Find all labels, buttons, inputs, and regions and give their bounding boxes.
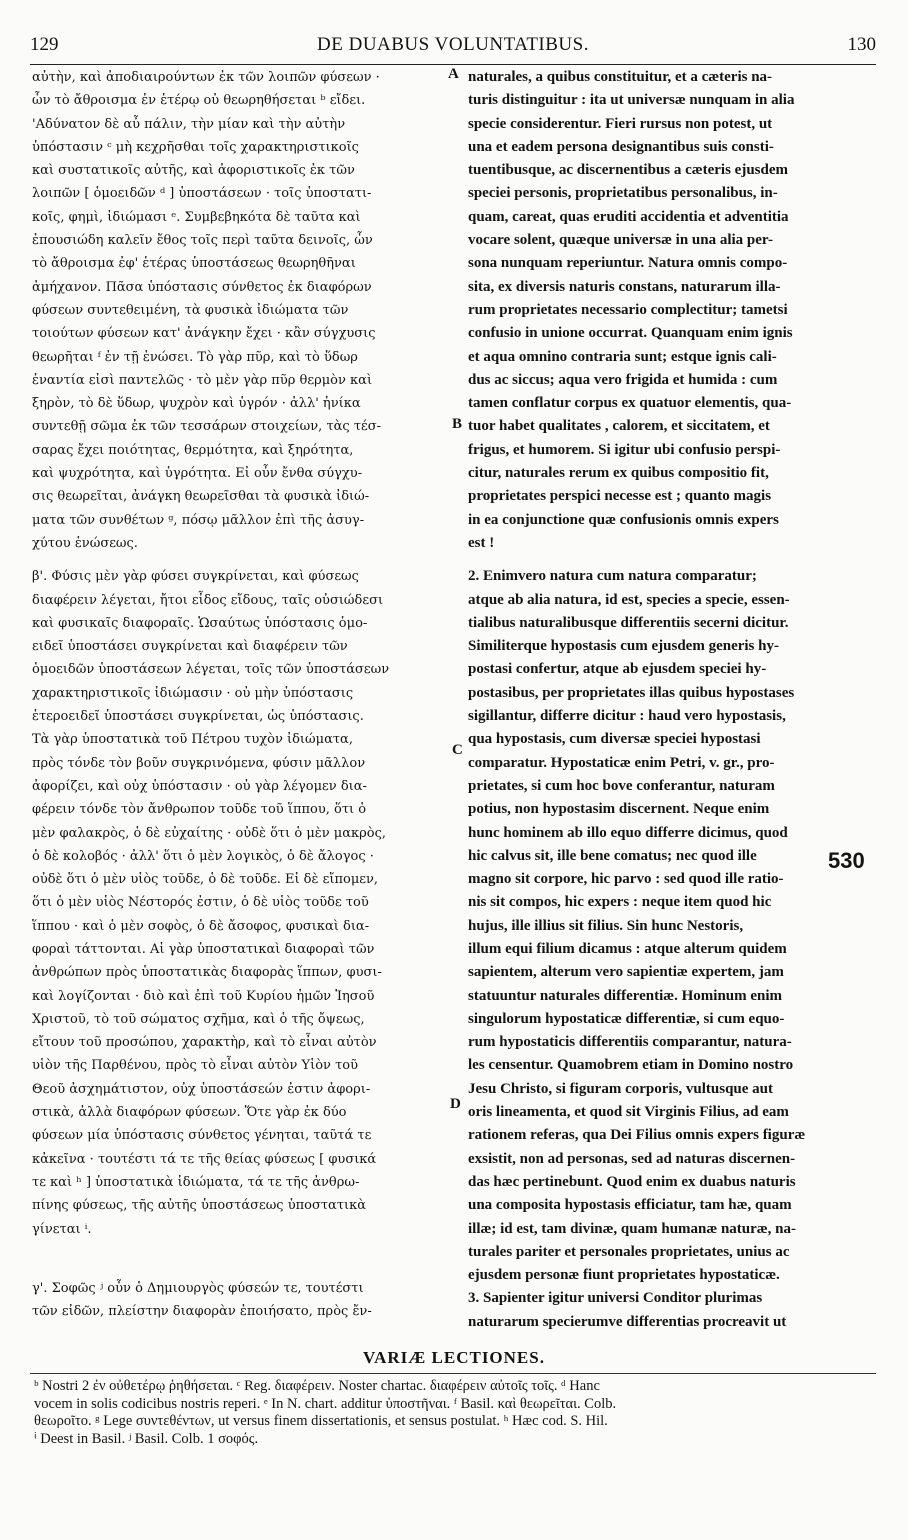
text-line: πρὸς τόνδε τὸν βοῦν συγκρινόμενα, φύσιν μᾶλλον — [32, 755, 366, 771]
text-line: turis distinguitur : ita ut universæ nunquam in alia — [468, 92, 795, 109]
variae-title: VARIÆ LECTIONES. — [363, 1348, 545, 1367]
text-line: πίνης φύσεως, τῆς αὐτῆς ὑποστάσεως ὑποστατικὰ — [32, 1198, 367, 1214]
text-line: das hæc pertinebunt. Quod enim ex duabus naturis — [468, 1173, 796, 1190]
text-line: illæ; id est, tam divinæ, quam humanæ naturæ, na- — [468, 1220, 796, 1237]
text-line: Θεοῦ ἀσχημάτιστον, οὐχ ὑποστάσεών ἐστιν ἀφορι- — [32, 1081, 371, 1097]
text-line: ὅτι ὁ μὲν υἱὸς Νέστορός ἐστιν, ὁ δὲ υἱὸς τοῦδε τοῦ — [32, 895, 369, 911]
text-line: citur, naturales rerum ex quibus compositio fit, — [468, 465, 769, 482]
text-line: magno sit corpore, hic parvo : sed quod ille ratio- — [468, 871, 784, 888]
text-line: in ea conjunctione quæ confusionis omnis expers — [468, 511, 779, 528]
text-line: speciei personis, proprietatibus personalibus, in- — [468, 185, 778, 202]
text-line: καὶ συστατικοῖς αὐτῆς, καὶ ἀφοριστικοῖς ἐκ τῶν — [32, 163, 355, 179]
text-line: ἀνθρώπων πρὸς ὑποστατικὰς διαφορὰς ἵππων, φυσι- — [32, 965, 382, 981]
text-line: Similiterque hypostasis cum ejusdem generis hy- — [468, 638, 779, 655]
text-line: ejusdem personæ fiunt proprietates hypostaticæ. — [468, 1267, 780, 1284]
text-line: φύσεων συντεθειμένη, τὰ φυσικὰ ἰδιώματα τῶν — [32, 302, 349, 318]
text-line: γίνεται ⁱ. — [32, 1221, 92, 1237]
text-line: διαφέρειν λέγεται, ἤτοι εἶδος εἴδους, ταῖς οὐσιώδεσι — [32, 592, 384, 608]
text-line: ἀμήχανον. Πᾶσα ὑπόστασις σύνθετος ἐκ διαφόρων — [32, 279, 372, 295]
text-line: illum equi filium dicamus : atque alterum quidem — [468, 940, 787, 957]
page-number-right: 130 — [847, 34, 876, 55]
footnote-rule — [30, 1373, 876, 1374]
text-line: κοῖς, φημὶ, ἰδιώμασι ᵉ. Συμβεβηκότα δὲ ταῦτα καὶ — [32, 209, 361, 225]
text-line: καὶ λογίζονται · διὸ καὶ ἐπὶ τοῦ Κυρίου ἡμῶν Ἰησοῦ — [32, 988, 375, 1004]
text-line: ὁμοειδῶν ὑποστάσεων λέγεται, τοῖς τῶν ὑποστάσεων — [32, 662, 390, 678]
text-line: γ'. Σοφῶς ʲ οὖν ὁ Δημιουργὸς φύσεών τε, τουτέστι — [32, 1280, 364, 1296]
text-line: β'. Φύσις μὲν γὰρ φύσει συγκρίνεται, καὶ φύσεως — [32, 569, 359, 585]
text-line: exsistit, non ad personas, sed ad naturas discernen- — [468, 1150, 796, 1167]
text-line: εἴτουν τοῦ προσώπου, χαρακτὴρ, καὶ τὸ εἶναι αὐτὸν — [32, 1035, 377, 1051]
running-title: DE DUABUS VOLUNTATIBUS. — [317, 34, 589, 55]
text-line: les censentur. Quamobrem etiam in Domino nostro — [468, 1057, 794, 1074]
variant-note-line: θεωροῖτο. ᵍ Lege συντεθέντων, ut versus finem dissertationis, et sensus postulat. ʰ Hæc cod. S. Hil. — [34, 1413, 608, 1429]
text-line: oris lineamenta, et quod sit Virginis Filius, ad eam — [468, 1104, 789, 1121]
latin-column — [468, 66, 880, 1334]
text-line: ὁ δὲ κολοβός · ἀλλ' ὅτι ὁ μὲν λογικὸς, ὁ δὲ ἄλογος · — [32, 848, 374, 864]
text-line: proprietates perspici necesse est ; quanto magis — [468, 488, 772, 505]
text-line: στικὰ, ἀλλὰ διαφόρων φύσεων. Ὅτε γὰρ ἐκ δύο — [32, 1105, 347, 1121]
text-line: Χριστοῦ, τὸ τοῦ σώματος σχῆμα, καὶ ὁ τῆς ὄψεως, — [32, 1011, 365, 1027]
text-line: statuuntur naturales differentiæ. Hominum enim — [468, 987, 783, 1004]
text-line: ξηρὸν, τὸ δὲ ὕδωρ, ψυχρὸν καὶ ὑγρόν · ἀλλ' ἡνίκα — [32, 396, 361, 412]
text-line: λοιπῶν [ ὁμοειδῶν ᵈ ] ὑποστάσεων · τοῖς ὑποστατι- — [32, 186, 372, 202]
text-line: κἀκεῖνα · τουτέστι τά τε τῆς θείας φύσεως [ φυσικά — [32, 1151, 377, 1167]
text-line: hujus, ille illius sit filius. Sin hunc Nestoris, — [468, 917, 744, 934]
text-line: potius, non hypostasim discernent. Neque enim — [468, 801, 770, 818]
margin-letter-d: D — [450, 1096, 461, 1112]
text-line: prietates, si cum hoc bove conferantur, naturam — [468, 777, 775, 794]
text-line: hic calvus sit, ille bene comatus; nec quod ille — [468, 847, 757, 864]
greek-column — [32, 66, 458, 1323]
text-line: τὸ ἄθροισμα ἐφ' ἑτέρας ὑποστάσεως θεωρηθῆναι — [32, 256, 356, 272]
text-line: confusio in unione occurrat. Quanquam enim ignis — [468, 325, 793, 342]
text-line: frigus, et humorem. Si igitur ubi confusio perspi- — [468, 441, 781, 458]
text-line: 3. Sapienter igitur universi Conditor plurimas — [468, 1290, 763, 1307]
variae-notes — [34, 1378, 878, 1448]
text-line: rum hypostaticis differentiis comparantur, natura- — [468, 1034, 792, 1051]
text-line: tuor habet qualitates , calorem, et siccitatem, et — [468, 418, 770, 435]
text-line: 'Αδύνατον δὲ αὖ πάλιν, τὴν μίαν καὶ τὴν αὐτὴν — [32, 116, 346, 132]
page-number-left: 129 — [30, 34, 59, 55]
text-line: sona nunquam reperiuntur. Natura omnis compo- — [468, 255, 788, 272]
text-line: postasibus, per proprietates illas quibus hypostases — [468, 684, 795, 701]
margin-letter-b: B — [452, 416, 463, 432]
text-line: sigillantur, differre dicitur : haud vero hypostasis, — [468, 708, 786, 725]
text-line: ἐναντία εἰσὶ παντελῶς · τὸ μὲν γὰρ πῦρ θερμὸν καὶ — [32, 372, 373, 388]
text-line: ἀφορίζει, καὶ οὐχ ὑπόστασιν · οὐ γὰρ λέγομεν δια- — [32, 778, 367, 794]
text-line: σις θεωρεῖται, ἀνάγκη θεωρεῖσθαι τὰ φυσικὰ ἰδιώ- — [32, 489, 370, 505]
text-line: 2. Enimvero natura cum natura comparatur; — [468, 568, 757, 585]
text-line: συντεθῇ σῶμα ἐκ τῶν τεσσάρων στοιχείων, τὰς τέσ- — [32, 419, 382, 435]
text-line: ὧν τὸ ἄθροισμα ἐν ἑτέρῳ οὐ θεωρηθήσεται ᵇ εἴδει. — [32, 93, 366, 109]
text-line: comparatur. Hypostaticæ enim Petri, v. gr., pro- — [468, 754, 775, 771]
text-line: nis sit compos, hic expers : neque item quod hic — [468, 894, 772, 911]
text-line: singulorum hypostaticæ differentiæ, si cum equo- — [468, 1010, 785, 1027]
text-line: Τὰ γὰρ ὑποστατικὰ τοῦ Πέτρου τυχὸν ἰδιώματα, — [32, 732, 353, 748]
text-line: est ! — [468, 534, 495, 551]
text-line: et aqua omnino contraria sunt; estque ignis cali- — [468, 348, 777, 365]
text-line: χύτου ἑνώσεως. — [32, 535, 138, 551]
text-line: turales pariter et personales proprietates, unius ac — [468, 1243, 790, 1260]
text-line: sita, ex diversis naturis constans, naturarum illa- — [468, 278, 781, 295]
text-line: τε καὶ ʰ ] ὑποστατικὰ ἰδιώματα, τά τε τῆς ἀνθρω- — [32, 1174, 360, 1190]
variant-note-line: ᵇ Nostri 2 ἐν οὐθετέρῳ ῥηθήσεται. ᶜ Reg. διαφέρειν. Noster chartac. διαφέρειν αὐτοῖς τοῖς. ᵈ Hanc — [34, 1378, 600, 1394]
text-line: naturales, a quibus constituitur, et a cæteris na- — [468, 69, 773, 85]
column-number: 530 — [828, 848, 865, 873]
text-line: φύσεων μία ὑπόστασις σύνθετος γένηται, ταῦτά τε — [32, 1128, 372, 1144]
text-line: tuentibusque, ac discernentibus a cæteris ejusdem — [468, 162, 789, 179]
variant-note-line: ⁱ Deest in Basil. ʲ Basil. Colb. 1 σοφός. — [34, 1430, 259, 1447]
text-line: rum proprietates necessario complectitur; tametsi — [468, 301, 788, 318]
text-line: vocare solent, quæque universæ in una alia per- — [468, 232, 774, 249]
text-line: atque ab alia natura, id est, species a specie, essen- — [468, 591, 790, 608]
text-line: ματα τῶν συνθέτων ᵍ, πόσῳ μᾶλλον ἐπὶ τῆς ἀσυγ- — [32, 512, 365, 528]
variant-note-line: vocem in solis codicibus nostris reperi. ᵉ In N. chart. additur ὑποστῆναι. ᶠ Basil. καὶ θεωρεῖται. Colb. — [34, 1395, 617, 1412]
text-line: postasi confertur, atque ab ejusdem speciei hy- — [468, 661, 767, 678]
margin-letter-c: C — [452, 742, 463, 758]
margin-letter-a: A — [448, 66, 459, 82]
text-line: θεωρῆται ᶠ ἐν τῇ ἑνώσει. Τὸ γὰρ πῦρ, καὶ τὸ ὕδωρ — [32, 349, 358, 365]
text-line: ἑτεροειδεῖ ὑποστάσει συγκρίνεται, ὡς ὑπόστασις. — [32, 709, 364, 725]
text-line: καὶ ψυχρότητα, καὶ ὑγρότητα. Εἰ οὖν ἔνθα σύγχυ- — [32, 466, 363, 482]
text-line: χαρακτηριστικοῖς ἰδιώμασιν · οὐ μὴν ὑπόστασις — [32, 685, 354, 701]
text-line: ὑπόστασιν ᶜ μὴ κεχρῆσθαι τοῖς χαρακτηριστικοῖς — [32, 139, 359, 155]
text-line: μὲν φαλακρὸς, ὁ δὲ εὐχαίτης · οὐδὲ ὅτι ὁ μὲν μακρὸς, — [32, 825, 387, 841]
text-line: υἱὸν τῆς Παρθένου, πρὸς τὸ εἶναι αὐτὸν Υἱὸν τοῦ — [32, 1058, 358, 1074]
text-line: τῶν εἰδῶν, πλείστην διαφορὰν ἐποιήσατο, πρὸς ἔν- — [32, 1304, 372, 1320]
text-line: specie considerentur. Fieri rursus non potest, ut — [468, 115, 773, 132]
text-line: una composita hypostasis efficiatur, tam hæ, quam — [468, 1197, 792, 1214]
text-line: Jesu Christo, si figuram corporis, vultusque aut — [468, 1080, 774, 1097]
text-line: hunc hominem ab illo equo differre dicimus, quod — [468, 824, 788, 841]
text-line: rationem referas, qua Dei Filius omnis expers figuræ — [468, 1127, 806, 1144]
text-line: tamen conflatur corpus ex quatuor elementis, qua- — [468, 395, 792, 412]
text-line: τοιούτων φύσεων κατ' ἀνάγκην ἔχει · κἂν σύγχυσις — [32, 326, 376, 342]
page-header — [30, 30, 876, 65]
text-line: una et eadem persona designantibus suis consti- — [468, 138, 774, 155]
text-line: sapientem, alterum vero sapientiæ expertem, jam — [468, 964, 784, 981]
text-line: φέρειν τόνδε τὸν ἄνθρωπον τοῦδε τοῦ ἵππου, ὅτι ὁ — [32, 802, 367, 818]
text-line: αὐτὴν, καὶ ἀποδιαιρούντων ἐκ τῶν λοιπῶν φύσεων · — [32, 70, 380, 85]
text-line: ἵππου · καὶ ὁ μὲν σοφὸς, ὁ δὲ ἄσοφος, φυσικαὶ δια- — [32, 918, 370, 934]
text-line: σαρας ἔχει ποιότητας, θερμότητα, καὶ ξηρότητα, — [32, 442, 354, 458]
text-line: καὶ φυσικαῖς διαφοραῖς. Ὡσαύτως ὑπόστασις ὁμο- — [32, 615, 368, 631]
text-line: οὐδὲ ὅτι ὁ μὲν υἱὸς τοῦδε, ὁ δὲ τοῦδε. Εἰ δὲ εἴπομεν, — [32, 872, 379, 888]
text-line: ἐπουσιώδη καλεῖν ἔθος τοῖς περὶ ταῦτα δεινοῖς, ὧν — [32, 233, 373, 249]
text-line: quam, careat, quas eruditi accidentia et adventitia — [468, 208, 789, 225]
text-line: qua hypostasis, cum diversæ speciei hypostasi — [468, 731, 761, 748]
text-line: ειδεῖ ὑποστάσει συγκρίνεται καὶ διαφέρειν τῶν — [32, 639, 348, 655]
text-line: naturarum specierumve differentias procreavit ut — [468, 1313, 787, 1330]
text-line: dus ac siccus; aqua vero frigida et humida : cum — [468, 371, 778, 388]
text-line: φοραὶ τάττονται. Αἱ γὰρ ὑποστατικαὶ διαφοραὶ τῶν — [32, 941, 375, 957]
text-line: tialibus naturalibusque differentiis secerni dicitur. — [468, 614, 789, 631]
